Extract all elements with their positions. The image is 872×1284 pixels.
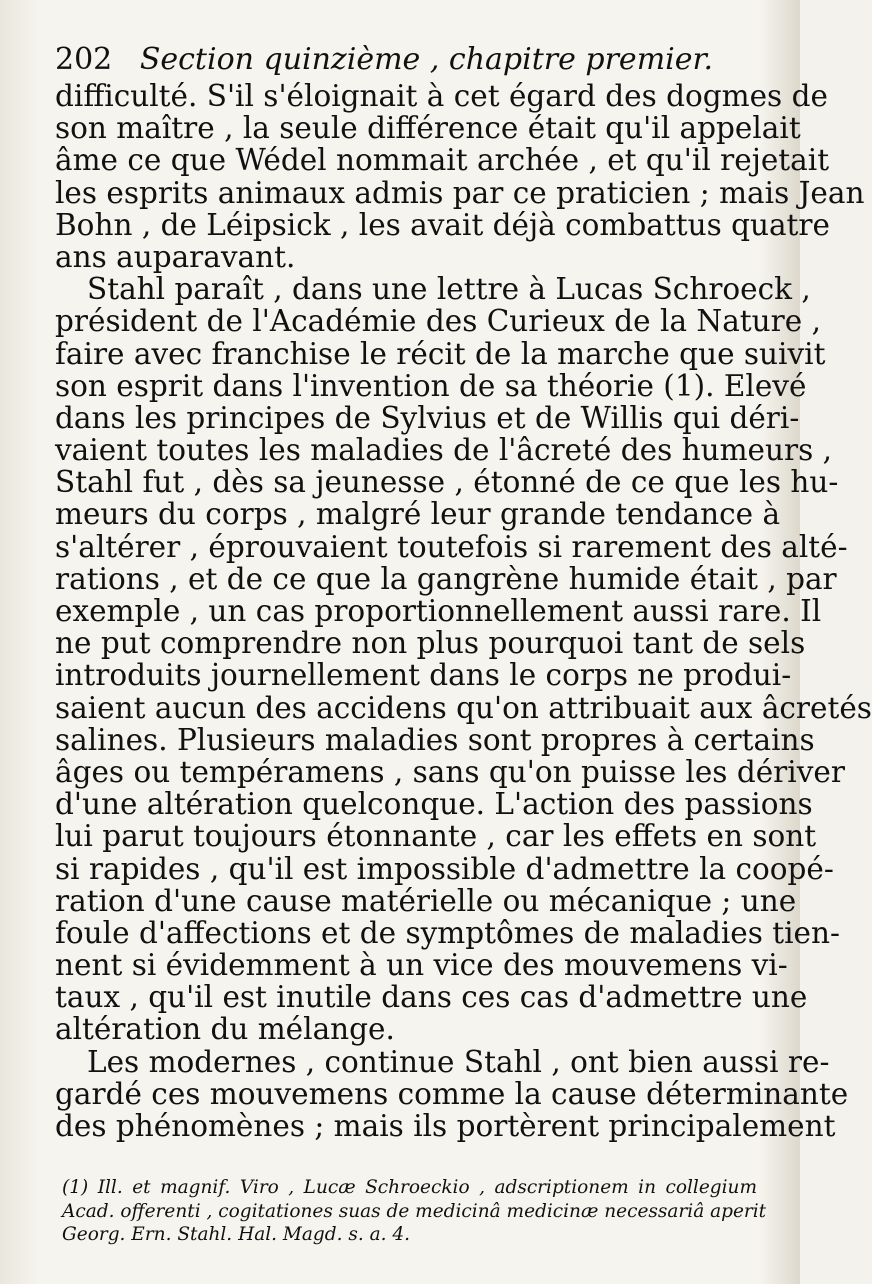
text-line: si rapides , qu'il est impossible d'admettre la coopé- (55, 851, 834, 886)
text-line: faire avec franchise le récit de la marche que suivit (55, 336, 826, 371)
text-line: Les modernes , continue Stahl , ont bien aussi re- (87, 1044, 830, 1079)
text-line: foule d'affections et de symptômes de maladies tien- (55, 915, 840, 950)
text-line: lui parut toujours étonnante , car les effets en sont (55, 819, 817, 854)
text-line: meurs du corps , malgré leur grande tendance à (55, 497, 781, 532)
footnote-line: Georg. Ern. Stahl. Hal. Magd. s. a. 4. (62, 1224, 411, 1245)
text-line: ans auparavant. (55, 239, 296, 274)
text-line: altération du mélange. (55, 1012, 395, 1047)
footnote-line: Acad. offerenti , cogitationes suas de medicinâ medicinæ necessariâ aperit (62, 1200, 767, 1222)
text-line: rations , et de ce que la gangrène humide était , par (55, 561, 837, 596)
text-line: saient aucun des accidens qu'on attribuait aux âcretés (55, 690, 872, 725)
running-header (55, 40, 755, 80)
page-number: 202 (55, 42, 113, 77)
text-line: gardé ces mouvemens comme la cause déterminante (55, 1076, 849, 1111)
text-line: son maître , la seule différence était qu'il appelait (55, 111, 801, 146)
text-line: salines. Plusieurs maladies sont propres à certains (55, 722, 815, 757)
text-line: ration d'une cause matérielle ou mécanique ; une (55, 883, 797, 918)
text-line: Stahl fut , dès sa jeunesse , étonné de ce que les hu- (55, 465, 839, 500)
footnote-line: (1) Ill. et magnif. Viro , Lucæ Schroeckio , adscriptionem in collegium (62, 1177, 757, 1198)
running-title: Section quinzième , chapitre premier. (139, 42, 714, 77)
text-line: président de l'Académie des Curieux de la Nature , (55, 304, 821, 339)
text-line: des phénomènes ; mais ils portèrent principalement (55, 1109, 836, 1143)
text-line: difficulté. S'il s'éloignait à cet égard des dogmes de (55, 79, 828, 113)
text-line: ne put comprendre non plus pourquoi tant de sels (55, 626, 806, 661)
text-line: d'une altération quelconque. L'action des passions (55, 787, 813, 822)
body-text (55, 79, 872, 1143)
text-line: son esprit dans l'invention de sa théorie (1). Elevé (55, 368, 807, 403)
text-line: Bohn , de Léipsick , les avait déjà combattus quatre (55, 207, 830, 242)
text-line: s'altérer , éprouvaient toutefois si rarement des alté- (55, 529, 848, 564)
text-line: âges ou tempéramens , sans qu'on puisse les dériver (55, 754, 845, 789)
text-line: dans les principes de Sylvius et de Willis qui déri- (55, 400, 800, 435)
text-line: introduits journellement dans le corps ne produi- (55, 658, 792, 693)
footnotes (62, 1176, 767, 1247)
text-line: Stahl paraît , dans une lettre à Lucas Schroeck , (87, 272, 811, 307)
text-line: les esprits animaux admis par ce praticien ; mais Jean (55, 175, 865, 210)
text-line: exemple , un cas proportionnellement aussi rare. Il (55, 594, 822, 628)
text-line: taux , qu'il est inutile dans ces cas d'admettre une (55, 980, 808, 1015)
text-line: âme ce que Wédel nommait archée , et qu'il rejetait (55, 143, 830, 178)
text-line: nent si évidemment à un vice des mouvemens vi- (55, 948, 788, 983)
text-line: vaient toutes les maladies de l'âcreté des humeurs , (55, 433, 833, 468)
